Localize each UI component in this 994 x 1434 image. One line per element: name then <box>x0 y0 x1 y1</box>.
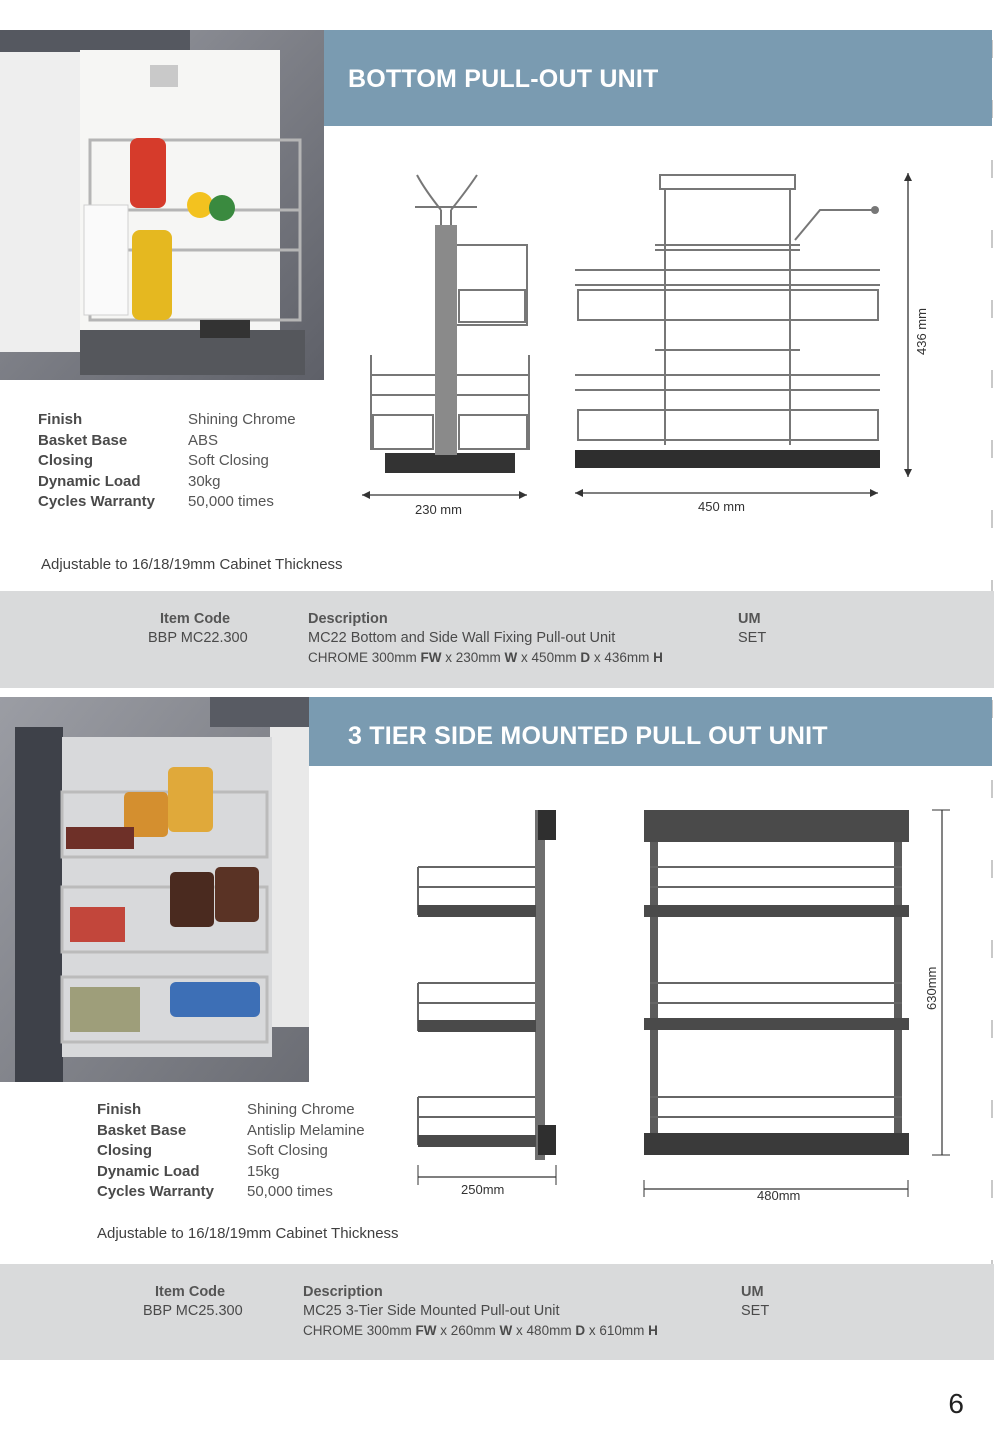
um-value: SET <box>738 630 767 646</box>
cabinet-thickness-note: Adjustable to 16/18/19mm Cabinet Thickness <box>41 556 343 573</box>
um-column: UM SET <box>741 1284 770 1319</box>
dimension-depth-label: 480mm <box>757 1188 801 1203</box>
diagram-front-view-bottom-pull-out <box>570 165 929 525</box>
spec-row-closing: Closing Soft Closing <box>38 452 269 469</box>
item-table-bottom-pull-out <box>0 591 994 688</box>
spec-row-basket-base: Basket Base ABS <box>38 431 219 449</box>
description-column: Description MC22 Bottom and Side Wall Fixing Pull-out Unit CHROME 300mm FW x 230mm W x 450mm D x 436mm H <box>308 611 663 665</box>
spec-row-finish: Finish Shining Chrome <box>38 411 296 428</box>
spec-row-finish: Finish Shining Chrome <box>97 1101 355 1118</box>
spec-row-cycles-warranty: Cycles Warranty 50,000 times <box>38 493 274 510</box>
item-table-3-tier <box>0 1264 994 1360</box>
spec-list-bottom-pull-out <box>38 410 296 513</box>
item-code-column: Item Code BBP MC25.300 <box>143 1284 243 1319</box>
spec-row-dynamic-load: Dynamic Load 30kg <box>38 472 221 490</box>
dimension-width-label: 230 mm <box>415 502 462 517</box>
diagram-side-view-bottom-pull-out <box>355 165 540 525</box>
diagram-front-view-3-tier <box>636 805 956 1205</box>
spec-row-cycles-warranty: Cycles Warranty 50,000 times <box>97 1183 333 1200</box>
product-photo-bottom-pull-out <box>0 30 324 380</box>
item-code-value: BBP MC25.300 <box>143 1303 243 1319</box>
section-title-bottom-pull-out: BOTTOM PULL-OUT UNIT <box>348 65 659 93</box>
spec-row-closing: Closing Soft Closing <box>97 1142 328 1159</box>
cabinet-thickness-note: Adjustable to 16/18/19mm Cabinet Thickness <box>97 1225 399 1242</box>
um-value: SET <box>741 1303 770 1319</box>
description-line-1: MC22 Bottom and Side Wall Fixing Pull-out Unit <box>308 630 616 646</box>
dimension-width-label: 250mm <box>461 1182 505 1197</box>
spec-row-dynamic-load: Dynamic Load 15kg <box>97 1162 280 1180</box>
description-line-1: MC25 3-Tier Side Mounted Pull-out Unit <box>303 1303 560 1319</box>
item-code-value: BBP MC22.300 <box>148 630 248 646</box>
description-line-2: CHROME 300mm FW x 260mm W x 480mm D x 610mm H <box>303 1323 658 1338</box>
diagram-side-view-3-tier <box>410 805 570 1200</box>
item-code-column: Item Code BBP MC22.300 <box>148 611 248 646</box>
dimension-depth-label: 450 mm <box>698 499 745 514</box>
um-column: UM SET <box>738 611 767 646</box>
dimension-height-label: 630mm <box>924 966 939 1010</box>
section-banner-bottom-pull-out <box>324 30 992 126</box>
section-title-3-tier: 3 TIER SIDE MOUNTED PULL OUT UNIT <box>348 722 828 750</box>
product-photo-3-tier <box>0 697 309 1082</box>
description-column: Description MC25 3-Tier Side Mounted Pull-out Unit CHROME 300mm FW x 260mm W x 480mm D x 610mm H <box>303 1284 658 1338</box>
spec-row-basket-base: Basket Base Antislip Melamine <box>97 1121 365 1139</box>
dimension-height-label: 436 mm <box>914 308 929 355</box>
spec-list-3-tier <box>97 1100 365 1203</box>
description-line-2: CHROME 300mm FW x 230mm W x 450mm D x 436mm H <box>308 650 663 665</box>
page-number: 6 <box>948 1388 964 1419</box>
section-banner-3-tier <box>309 697 992 766</box>
